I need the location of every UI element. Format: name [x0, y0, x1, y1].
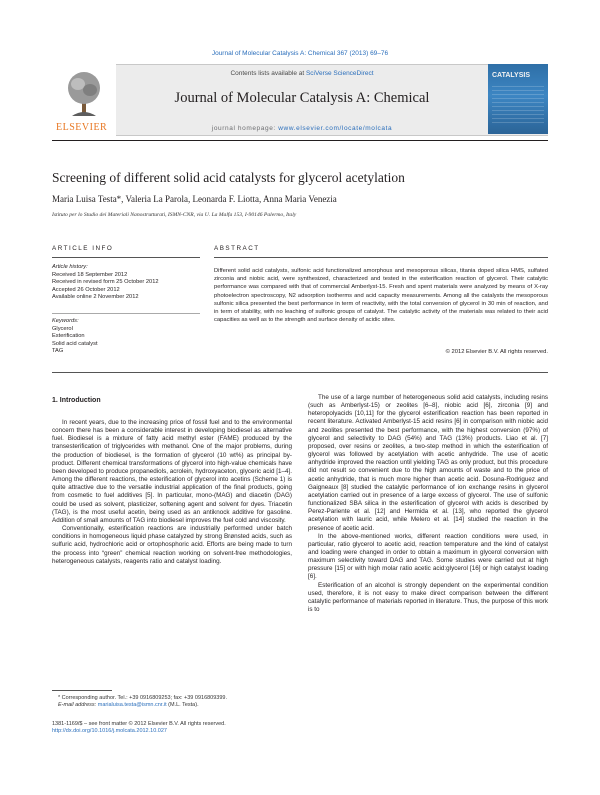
body-paragraph: In recent years, due to the increasing price of fossil fuel and to the environmental concern there has been a considerable interest in developing biodiesel as alternative fuel. Biodiesel is a mixture of fatty acid methyl ester (FAME) produced by the transesterification of triglycerides with methanol. One of the major problems, during the production of biodiesel, is the formation of glycerol (10 wt%) as principal by-product. Different chemical transformations of glycerol into high-value chemicals have been developed to produce propanediols, acrolein, hydroxyaceton, glyceric acid [1–4]. Among the different reactions, the esterification of glycerol into acetins (Scheme 1) is quite attractive due to the versatile industrial application of the final products, going from cosmetic to fuel additives [5]. In particular, mono-(MAG) and diacetin (DAG) could be used as solvent, plasticizer, softening agent and solvent for dyes. Triacetin (TAG), is the most useful acetin, being used as an antiknock additive for gasoline. Addition of small amounts of TAG into biodiesel improves the fuel cold and viscosity.: [52, 419, 292, 524]
article-info-rule: [52, 257, 200, 258]
article-affiliation: Istituto per lo Studio dei Materiali Nanostrutturati, ISMN-CNR, via U. La Malfa 153, I-90146 Palermo, Italy: [52, 212, 297, 218]
keywords-list: [52, 318, 202, 356]
email-suffix: (M.L. Testa).: [166, 702, 199, 709]
abstract-rule: [214, 257, 548, 258]
journal-cover-image: [488, 64, 548, 134]
keywords-rule: [52, 313, 200, 314]
journal-homepage: [118, 125, 486, 132]
homepage-link[interactable]: www.elsevier.com/locate/molcata: [278, 125, 393, 132]
keywords-label: Keywords:: [52, 318, 79, 324]
cover-decoration: [492, 86, 544, 126]
journal-name: Journal of Molecular Catalysis A: Chemical: [174, 90, 430, 106]
keyword-item: Glycerol: [52, 325, 73, 332]
abstract-copyright: © 2012 Elsevier B.V. All rights reserved.: [445, 349, 548, 355]
cover-title: CATALYSIS: [492, 72, 530, 79]
doi-link[interactable]: http://dx.doi.org/10.1016/j.molcata.2012.10.027: [52, 728, 167, 735]
email-link[interactable]: marialuisa.testa@ismn.cnr.it: [97, 702, 167, 709]
email-label: E-mail address:: [58, 702, 98, 709]
elsevier-tree-icon: [66, 70, 102, 118]
abstract-text: Different solid acid catalysts, sulfonic acid functionalized amorphous and mesoporous silicas, titania doped silica HMS, sulfated zirconia and niobic acid, were synthesized, characterized and tested in the esterification reaction of glycerol. Their catalytic performance was compared with that of commercial Amberlyst-15. Fresh and spent materials were analyzed by means of X-ray photoelectron spectroscopy, N2 adsorption isotherms and acid capacity measurements. Among all the catalysts the mesoporous sulfonic silica presented the best performance in term of reactivity, with the total conversion of glycerol in 30 min of reaction, and in term of stability, with no leaching of sulfonic groups of catalyst. The catalytic activity of the materials was related to their acid capacities as well as to the strength and surface density of acidic sites.: [214, 268, 548, 324]
abstract-label: ABSTRACT: [214, 245, 260, 252]
history-received: Received 18 September 2012: [52, 271, 128, 278]
history-label: Article history:: [52, 264, 88, 270]
body-column-right: [308, 394, 548, 614]
body-column-left: [52, 419, 292, 566]
homepage-prefix: journal homepage:: [211, 125, 279, 132]
header-rule: [52, 140, 548, 141]
footnote-rule: [52, 690, 112, 691]
body-paragraph: The use of a large number of heterogeneous solid acid catalysts, including resins (such as Amberlyst-15) or zeolites [6–8], niobic acid [6], zirconia [9] and heteropolyacids [10,11] for the glycerol esterification reaction has been reported in recent literature. Activated Amberlyst-15 acid resins [6] in comparison with niobic acid and zeolites presented the best performance, with the highest conversion (97%) of glycerol and selectivity to DAG (54%) and TAG (13%) products. Liao et al. [7] proposed, over resins or zeolites, a two-step method in which the esterification of glycerol was followed by acetylation with acetic anhydride. The use of acetic anhydride improved the reaction until yielding TAG as only product, but this procedure did not result so convenient due to the high amounts of waste and to the price of acetic anhydride, that is much more higher than acetic acid. Dosuna-Rodriguez and Gaigneaux [8] studied the catalytic performance of ion exchange resins in glycerol acetylation carried out in presence of a large excess of glycerol. The use of sulfonic functionalized SBA silica in the esterification of glycerol with acids is described by Perez-Pariente et al. [12] and Hermida et al. [13], who reported the glycerol acetylation with lauric acid, while Melero et al. [14] studied the reaction in the presence of acetic acid.: [308, 394, 548, 532]
keyword-item: Solid acid catalyst: [52, 340, 98, 347]
article-title: Screening of different solid acid catalysts for glycerol acetylation: [52, 170, 405, 185]
publisher-name: ELSEVIER: [56, 122, 108, 133]
footnote-corresponding: [58, 695, 298, 710]
history-online: Available online 2 November 2012: [52, 294, 139, 301]
body-paragraph: In the above-mentioned works, different reaction conditions were used, in particular, ratio glycerol to acetic acid, reaction temperature and the kind of catalyst and loading were changed in order to obtain a maximum in glycerol conversion with maximum selectivity toward DAG and TAG. Some studies were carried out at high pressure [15] or with high molar ratio acetic acid:glycerol [16] or high catalyst loading [6].: [308, 532, 548, 581]
footnote-issn: [52, 721, 312, 736]
abstract-bottom-rule: [52, 372, 548, 373]
body-paragraph: Esterification of an alcohol is strongly dependent on the experimental condition used, therefore, it is not easy to make direct comparison between the different catalytic performance of materials reported in literature. Thus, the purpose of this work is to: [308, 581, 548, 614]
article-info-label: ARTICLE INFO: [52, 245, 114, 252]
contents-availability: [118, 70, 486, 77]
sciencedirect-link[interactable]: SciVerse ScienceDirect: [305, 70, 374, 77]
section-heading-introduction: 1. Introduction: [52, 397, 101, 404]
corresponding-author: * Corresponding author. Tel.: +39 0916809253; fax: +39 0916809399.: [58, 695, 228, 701]
contents-prefix: Contents lists available at: [230, 70, 306, 77]
history-revised: Received in revised form 25 October 2012: [52, 279, 159, 286]
body-paragraph: Conventionally, esterification reactions are industrially performed under batch conditions in homogeneous liquid phase catalyzed by strong Brønsted acids, such as sulfuric acid, hydrochloric acid or ortophosphoric acid. Efforts are being made to turn the process into “green” chemical reaction working on solvent-free methodologies, heterogeneous catalysts, reagents ratio and catalyst loading.: [52, 525, 292, 565]
history-accepted: Accepted 26 October 2012: [52, 286, 120, 293]
keyword-item: Esterification: [52, 333, 85, 340]
keyword-item: TAG: [52, 348, 64, 355]
article-authors: Maria Luisa Testa*, Valeria La Parola, Leonarda F. Liotta, Anna Maria Venezia: [52, 194, 337, 204]
journal-citation[interactable]: Journal of Molecular Catalysis A: Chemical 367 (2013) 69–76: [211, 50, 389, 57]
article-history: [52, 264, 202, 302]
issn-line: 1381-1169/$ – see front matter © 2012 Elsevier B.V. All rights reserved.: [52, 721, 226, 727]
